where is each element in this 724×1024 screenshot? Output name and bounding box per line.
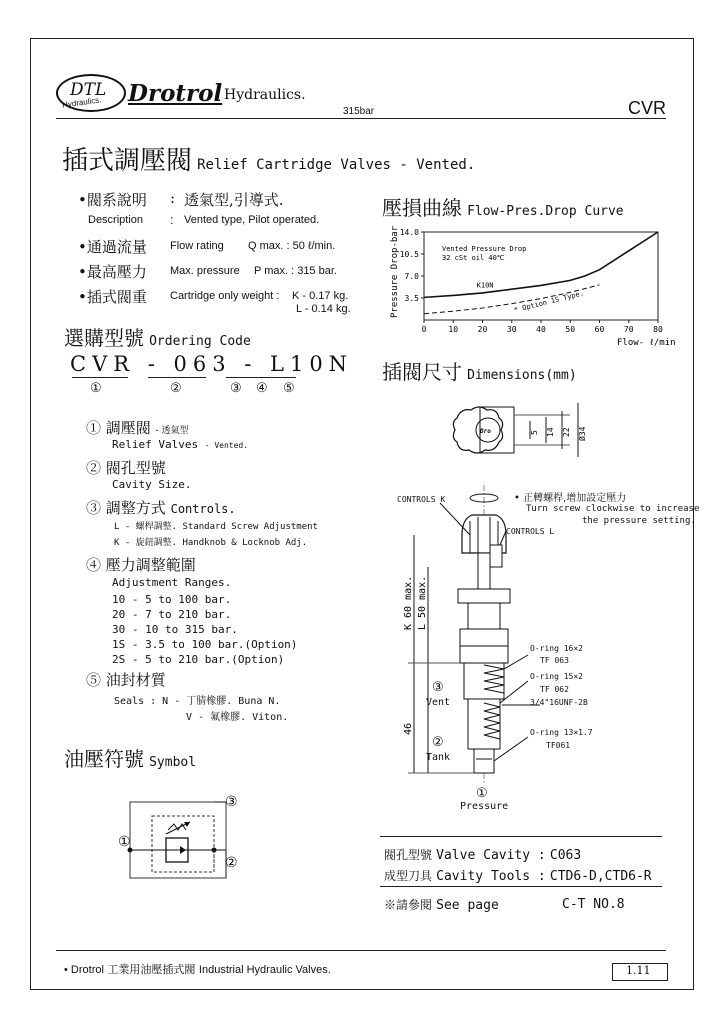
x-tick-label: 60 [594,325,605,334]
ordering-title-en: Ordering Code [149,334,251,349]
pressure-drop-chart [382,220,682,355]
spec-flow-value: Q max. : 50 ℓ/min. [248,240,336,252]
port-2-marker: ② [432,735,444,750]
symbol-title [64,743,196,772]
cavity-divider-top [380,836,662,837]
option-1-zh: 調壓閥 [105,419,151,437]
port-2-label: Tank [426,752,451,763]
option-3-zh: 調整方式 [105,499,166,517]
oring-1-tf: TF 063 [540,656,569,665]
x-tick-label: 20 [477,325,488,334]
see-page-row [384,896,499,913]
x-tick-label: 0 [421,325,427,334]
symbol-port-3-label: ③ [225,794,238,810]
spec-pressure-en: Max. pressure [170,265,240,277]
option-1-en-note: - Vented. [204,441,249,450]
option-5-zh: 油封材質 [105,671,166,689]
curve-title [382,192,624,221]
code-marker-4: ④ [256,381,268,396]
code-marker-1: ① [90,381,102,396]
page-number: 1.11 [626,964,651,977]
symbol-arrow [180,846,186,854]
code-marker-3: ③ [230,381,242,396]
dimensions-title-en: Dimensions(mm) [467,368,577,383]
adjust-screw [478,553,490,589]
dim-l50: L 50 max. [417,575,428,630]
knob-logo-mark: Dro [480,428,491,435]
x-tick-label: 40 [536,325,546,334]
spec-description-en: Description [88,214,144,226]
x-tick-label: 10 [448,325,459,334]
option-4-range-5: 2S - 5 to 210 bar.(Option) [112,653,285,666]
y-tick-label: 7.0 [404,272,419,281]
logo-text: DTL [70,80,107,100]
option-2-num: ② [86,459,102,477]
code-marker-2: ② [170,381,182,396]
option-1-num: ① [86,419,102,437]
dim-5: 5 [530,430,539,435]
option-1-title [86,417,189,438]
option-5-title [86,669,166,690]
option-4-en: Adjustment Ranges. [112,576,232,589]
port-1-label: Pressure [460,801,509,812]
symbol-title-en: Symbol [149,755,197,770]
spec-colon-1: : [170,189,176,207]
dim-22: 22 [562,427,571,437]
option-4-range-3: 30 - 10 to 315 bar. [112,623,238,636]
adjust-note-en-2: the pressure setting. [582,516,696,526]
y-tick-label: 10.5 [399,250,419,259]
ordering-title-zh: 選購型號 [64,326,144,350]
spec-weight-k: K - 0.17 kg. [292,290,349,302]
valve-cavity-row [384,846,581,863]
spec-description-value: 透氣型,引導式. [184,191,284,209]
spec-pressure-value: P max. : 315 bar. [254,265,337,277]
title-en: Relief Cartridge Valves - Vented. [197,157,476,173]
option-3-line-1: L - 螺桿調整. Standard Screw Adjustment [114,522,318,532]
spec-weight-en: Cartridge only weight : [170,290,280,302]
option-4-range-1: 10 - 5 to 100 bar. [112,593,232,606]
series-line-k10n [424,232,658,297]
page-title [62,140,475,177]
dimensions-title-zh: 插閥尺寸 [382,360,462,384]
x-tick-label: 80 [653,325,663,334]
spec-weight-label: •插式閥重 [78,288,147,306]
spec-description-label: •閥系說明 [78,191,147,209]
y-tick-label: 14.0 [399,228,419,237]
spec-flow-en: Flow rating [170,240,224,252]
dim-46: 46 [403,722,414,735]
option-1-zh-note: - 透氣型 [155,426,189,436]
curve-title-en: Flow-Pres.Drop Curve [467,204,624,219]
symbol-port-2-label: ② [225,855,238,871]
logo-ring-text: Hydraulics. [61,95,103,110]
oring-3-label: O-ring 13×1.7 [530,728,593,737]
option-3-line-2: K - 旋鈕調整. Handknob & Locknob Adj. [114,538,308,548]
controls-l-label: CONTROLS L [506,527,555,536]
title-zh: 插式調壓閥 [62,146,193,176]
option-4-zh: 壓力調整範圍 [105,556,196,574]
footer-divider [56,950,666,951]
brand-suffix: Hydraulics. [224,87,306,103]
option-3-en: Controls. [170,502,236,516]
series-label-k10n: K10N [476,281,494,290]
port-1-marker: ① [476,786,488,801]
curve-title-zh: 壓損曲線 [382,196,462,220]
adjust-note-zh: • 正轉螺桿,增加設定壓力 [514,493,627,504]
spec-flow-label: •通過流量 [78,238,147,256]
x-tick-label: 30 [506,325,517,334]
upper-body [468,603,500,629]
option-1-en-text: Relief Valves [112,438,199,451]
footer-text [64,961,331,977]
x-tick-label: 70 [623,325,634,334]
option-3-title [86,497,236,518]
model-code: CVR [628,98,667,118]
port-3-marker: ③ [432,680,444,695]
code-underline-1 [72,377,128,378]
chart-ylabel: Pressure Drop-bar [390,225,400,318]
cavity-tools-row [384,867,652,884]
port-3-label: Vent [426,697,451,708]
oring-1-label: O-ring 16×2 [530,644,583,653]
option-4-num: ④ [86,556,102,574]
footer-brand: • Drotrol [64,964,104,976]
pressure-rating: 315bar [343,106,375,117]
oring-2-tf: TF 062 [540,685,569,694]
leader-controls-k [440,503,470,535]
option-5-num: ⑤ [86,671,102,689]
see-page-en: See page [436,898,499,913]
oring-2-label: O-ring 15×2 [530,672,583,681]
series-label-option-1s: * Option 1S Type. [513,289,585,315]
symbol-pilot-box [152,816,214,872]
code-marker-5: ⑤ [283,381,295,396]
symbol-title-zh: 油壓符號 [64,747,144,771]
valve-cavity-zh: 閥孔型號 [384,848,433,862]
valve-top-view [453,403,587,457]
cavity-tools-value: CTD6-D,CTD6-R [549,869,652,884]
y-tick-label: 3.5 [404,294,419,303]
code-underline-3 [226,377,296,378]
spec-colon-2: : [170,212,174,227]
header-divider [56,118,666,119]
adjust-note-en-1: Turn screw clockwise to increase [526,504,700,514]
ordering-title [64,322,251,351]
footer-zh: 工業用油壓插式閥 [107,963,196,976]
option-4-range-2: 20 - 7 to 210 bar. [112,608,232,621]
cavity-tools-en: Cavity Tools : [436,869,546,884]
chart-ticks [400,228,663,334]
chart-annotation-1: Vented Pressure Drop [442,245,527,253]
chart-annotation-2: 32 cSt oil 40℃ [442,254,505,262]
spec-pressure-label: •最高壓力 [78,263,147,281]
locknut [458,589,510,603]
option-5-seal-n: Seals : N - 丁腈橡膠. Buna N. [114,696,281,707]
spec-weight-l: L - 0.14 kg. [296,303,351,315]
valve-cavity-value: C063 [549,848,582,863]
option-5-seal-v: V - 氟橡膠. Viton. [186,712,289,723]
oring-3-tf: TF061 [546,741,571,750]
x-tick-label: 50 [565,325,576,334]
see-page-value: C-T NO.8 [562,897,625,912]
dimensions-title [382,356,577,385]
cavity-divider-bottom [380,886,662,887]
dim-14: 14 [546,427,555,437]
dim-34: Ø34 [578,426,587,441]
valve-cavity-en: Valve Cavity : [436,848,546,863]
symbol-port-1-label: ① [118,834,131,850]
thread-spec: 3/4"16UNF-2B [530,698,588,707]
option-2-zh: 閥孔型號 [105,459,166,477]
option-3-num: ③ [86,499,102,517]
handknob-outline [453,407,502,453]
option-4-range-4: 1S - 3.5 to 100 bar.(Option) [112,638,298,651]
option-1-en [112,438,248,451]
option-2-en: Cavity Size. [112,478,192,491]
controls-k-label: CONTROLS K [397,495,446,504]
footer-en: Industrial Hydraulic Valves. [198,964,331,976]
see-page-zh: ※請參閱 [384,898,433,912]
cavity-tools-zh: 成型刀具 [384,869,433,883]
ordering-code: CVR - 063 - L10N [70,352,354,376]
nose [474,749,494,773]
brand-name: Drotrol [128,80,223,107]
chart-xlabel: Flow- ℓ/min [617,338,676,348]
option-2-title [86,457,166,478]
valve-drawing [380,385,680,830]
dim-k60: K 60 max. [403,575,414,630]
symbol-frame [130,802,226,878]
controls-l-screw [490,545,502,567]
option-4-title [86,554,196,575]
code-underline-2 [148,377,206,378]
spec-description-value-en: Vented type, Pilot operated. [184,214,320,226]
